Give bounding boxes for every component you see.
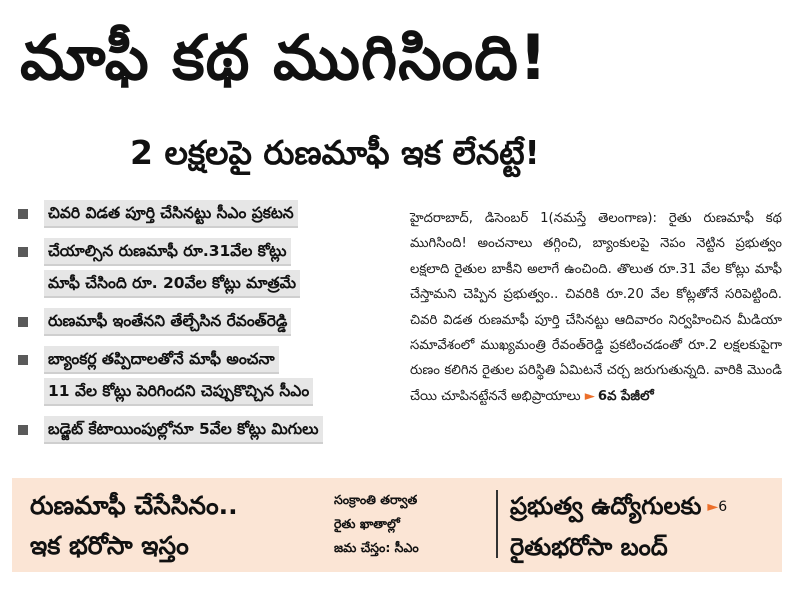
headline: మాఫీ కథ ముగిసింది! — [20, 21, 549, 94]
bullet-square-icon — [18, 247, 28, 257]
bullet-text: రుణమాఫీ ఇంతేనని తేల్చేసిన రేవంత్‌రెడ్డి — [44, 308, 291, 336]
article-body — [410, 206, 782, 409]
bullet-text: చివరి విడత పూర్తి చేసినట్టు సీఎం ప్రకటన — [44, 200, 298, 228]
bottom-teaser-strip — [12, 478, 782, 572]
teaser-right[interactable] — [510, 486, 780, 567]
article-text: హైదరాబాద్, డిసెంబర్ 1(నమస్తే తెలంగాణ): రైతు రుణమాఫీ కథ ముగిసింది! అంచనాలు తగ్గించి, బ్యాంకులపై నెపం నెట్టిన ప్రభుత్వం లక్షలాది రైతుల బాకీని అలాగే ఉంచింది. తొలుత రూ.31 వేల కోట్లు మాఫీ చేస్తామని చెప్పిన ప్రభుత్వం.. చివరికి రూ.20 వేల కోట్లతోనే సరిపెట్టింది. చివరి విడత రుణమాఫీ పూర్తి చేసినట్టు ఆదివారం నిర్వహించిన మీడియా సమావేశంలో ముఖ్యమంత్రి రేవంత్‌రెడ్డి ప్రకటించడంతో రూ.2 లక్షలకుపైగా రుణం కలిగిన రైతుల పరిస్థితి ఏమిటనే చర్చ జరుగుతున్నది. వారికి మొండి చేయి చూపినట్టేననే అభిప్రాయాలు — [410, 211, 782, 404]
strip-divider — [496, 490, 498, 558]
teaser-left-line1: రుణమాఫీ చేసేసినం.. — [30, 491, 238, 520]
teaser-left-line2: ఇక భరోసా ఇస్తం — [30, 531, 189, 560]
teaser-mid-line3: జమ చేస్తం: సీఎం — [334, 540, 419, 555]
bullet-item — [18, 416, 388, 444]
bullet-item — [18, 308, 388, 336]
bullet-square-icon — [18, 355, 28, 365]
bullet-text: బడ్జెట్ కేటాయింపుల్లోనూ 5వేల కోట్లు మిగులు — [44, 416, 323, 444]
arrow-right-icon: ► — [707, 499, 719, 515]
continued-page-ref[interactable]: ► 6వ పేజీలో — [584, 388, 654, 404]
teaser-right-line2: రైతుభరోసా బంద్ — [510, 533, 668, 561]
bullet-item — [18, 238, 388, 298]
bullet-square-icon — [18, 425, 28, 435]
bullet-text: బ్యాంకర్ల తప్పిదాలతోనే మాఫీ అంచనా — [44, 346, 279, 374]
bullet-square-icon — [18, 317, 28, 327]
bullet-text-line2: 11 వేల కోట్లు పెరిగిందని చెప్పుకొచ్చిన సీఎం — [44, 378, 313, 406]
bullet-list — [18, 200, 388, 454]
bullet-text-line2: మాఫీ చేసింది రూ. 20వేల కోట్లు మాత్రమే — [44, 270, 300, 298]
teaser-mid-line1: సంక్రాంతి తర్వాత — [334, 492, 418, 507]
bullet-square-icon — [18, 209, 28, 219]
bullet-item — [18, 200, 388, 228]
teaser-mid — [334, 488, 484, 560]
arrow-right-icon: ► — [584, 388, 595, 404]
teaser-mid-line2: రైతు ఖాతాల్లో — [334, 516, 400, 531]
teaser-right-line1: ప్రభుత్వ ఉద్యోగులకు — [510, 492, 702, 520]
bullet-item — [18, 346, 388, 406]
bullet-text: చేయాల్సిన రుణమాఫీ రూ.31వేల కోట్లు — [44, 238, 291, 266]
teaser-right-page: 6 — [718, 499, 728, 515]
subheadline: 2 లక్షలపై రుణమాఫీ ఇక లేనట్టే! — [130, 133, 540, 172]
teaser-left[interactable] — [30, 486, 330, 566]
